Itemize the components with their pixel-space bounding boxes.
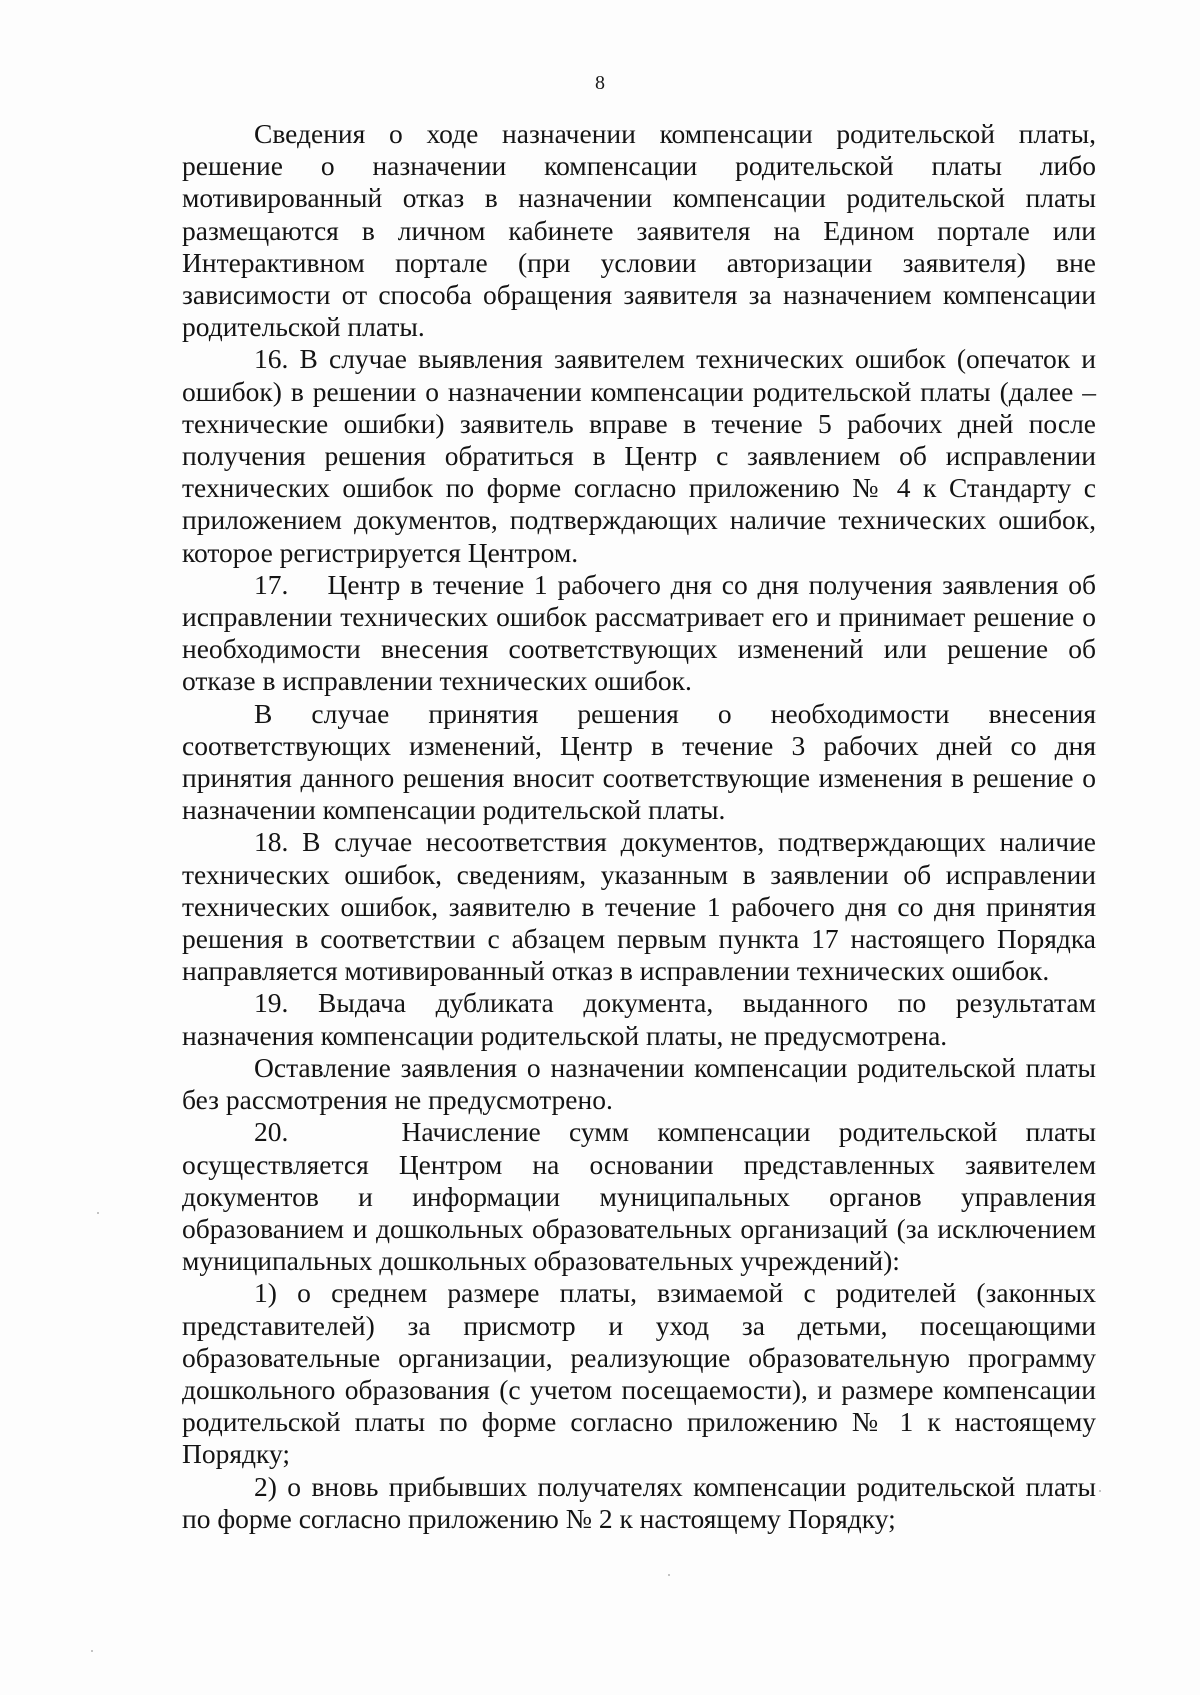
paragraph-19: 19. Выдача дубликата документа, выданного по результатам назначения компенсации родительской платы, не предусмотрена.: [182, 987, 1096, 1051]
paragraph-17-continued: В случае принятия решения о необходимости внесения соответствующих изменений, Центр в течение 3 рабочих дней со дня принятия данного решения вносит соответствующие изменения в решение о назначении компенсации родительской платы.: [182, 697, 1096, 826]
paragraph-16: 16. В случае выявления заявителем технических ошибок (опечаток и ошибок) в решении о назначении компенсации родительской платы (далее – технические ошибки) заявитель вправе в течение 5 рабочих дней после получения решения обратиться в Центр с заявлением об исправлении технических ошибок по форме согласно приложению № 4 к Стандарту с приложением документов, подтверждающих наличие технических ошибок, которое регистрируется Центром.: [182, 343, 1096, 568]
scan-speck: [97, 1212, 99, 1214]
paragraph-20: 20. Начисление сумм компенсации родительской платы осуществляется Центром на основании представленных заявителем документов и информации муниципальных органов управления образованием и дошкольных образовательных организаций (за исключением муниципальных дошкольных образовательных учреждений):: [182, 1116, 1103, 1277]
paragraph-17: 17. Центр в течение 1 рабочего дня со дня получения заявления об исправлении технических ошибок рассматривает его и принимает решение о необходимости внесения соответствующих изменений или решение об отказе в исправлении технических ошибок.: [182, 568, 1103, 697]
paragraph-18: 18. В случае несоответствия документов, подтверждающих наличие технических ошибок, сведениям, указанным в заявлении об исправлении технических ошибок, заявителю в течение 1 рабочего дня со дня принятия решения в соответствии с абзацем первым пункта 17 настоящего Порядка направляется мотивированный отказ в исправлении технических ошибок.: [182, 826, 1096, 987]
paragraph-20-item-1: 1) о среднем размере платы, взимаемой с родителей (законных представителей) за присмотр и уход за детьми, посещающими образовательные организации, реализующие образовательную программу дошкольного образования (с учетом посещаемости), и размере компенсации родительской платы по форме согласно приложению № 1 к настоящему Порядку;: [182, 1277, 1096, 1470]
paragraph-20-item-2: 2) о вновь прибывших получателях компенсации родительской платы по форме согласно приложению № 2 к настоящему Порядку;: [182, 1470, 1096, 1534]
paragraph-info-placement: Сведения о ходе назначении компенсации родительской платы, решение о назначении компенсации родительской платы либо мотивированный отказ в назначении компенсации родительской платы размещаются в личном кабинете заявителя на Едином портале или Интерактивном портале (при условии авторизации заявителя) вне зависимости от способа обращения заявителя за назначением компенсации родительской платы.: [182, 118, 1096, 343]
document-body: [182, 118, 1103, 1535]
scan-speck: [91, 1650, 93, 1652]
page-number: 8: [595, 72, 605, 94]
scan-speck: [668, 1574, 670, 1576]
paragraph-19-continued: Оставление заявления о назначении компенсации родительской платы без рассмотрения не предусмотрено.: [182, 1051, 1096, 1116]
scan-speck: [1099, 1490, 1101, 1492]
